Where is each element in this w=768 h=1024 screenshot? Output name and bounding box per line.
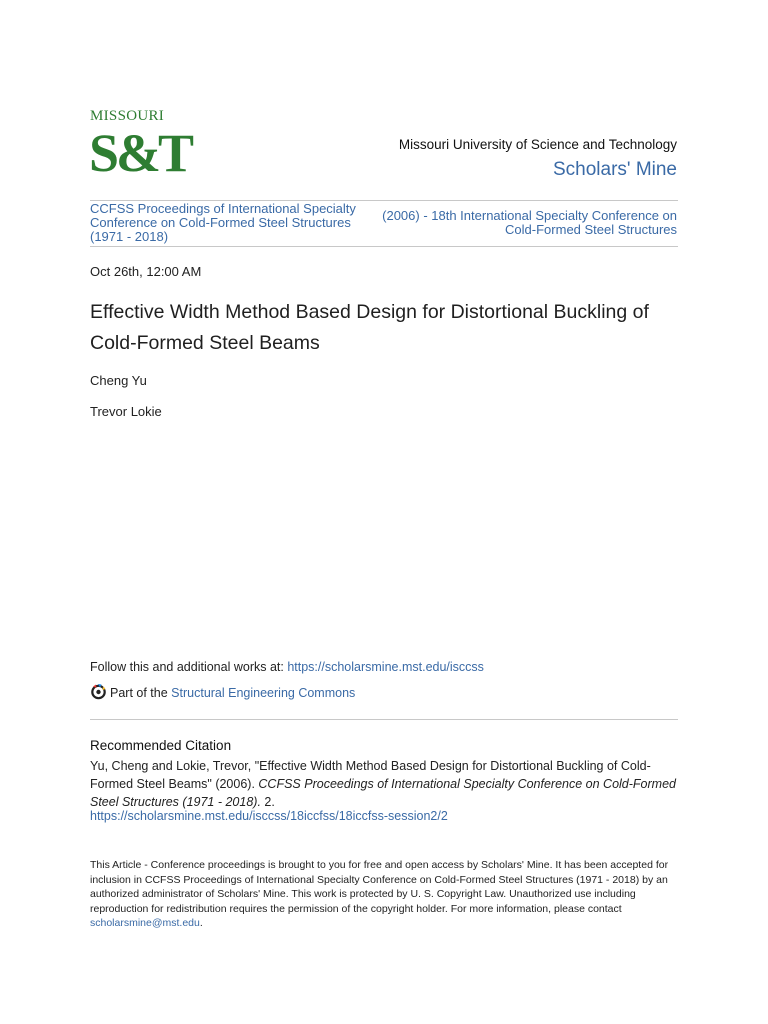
citation-italic: CCFSS Proceedings of International Specialty Conference on Cold-Formed Steel Structures (1971 - 2018). (90, 777, 676, 809)
author-name: Cheng Yu (90, 373, 147, 388)
contact-email-link[interactable]: scholarsmine@mst.edu (90, 917, 200, 930)
notice-text: This Article - Conference proceedings is brought to you for free and open access by Scholars' Mine. It has been accepted for inclusion in CCFSS Proceedings of International Specialty Conference on Cold-Formed Steel Structures (1971 - 2018) by an authorized administrator of Scholars' Mine. This work is protected by U. S. Copyright Law. Unauthorized use including reproduction for redistribution requires the permission of the copyright holder. For more information, please contact (90, 859, 669, 915)
paper-title: Effective Width Method Based Design for Distortional Buckling of Cold-Formed Steel Beams (90, 301, 649, 354)
breadcrumb-event-link[interactable]: (2006) - 18th International Specialty Conference on Cold-Formed Steel Structures (382, 208, 677, 237)
logo-missouri-text: MISSOURI (90, 108, 165, 124)
author-name: Trevor Lokie (90, 404, 162, 419)
follow-url-link[interactable]: https://scholarsmine.mst.edu/isccss (287, 660, 484, 674)
part-of-line (90, 683, 355, 703)
follow-label: Follow this and additional works at: (90, 660, 288, 674)
missouri-st-logo (89, 108, 192, 184)
logo-st-text: S&T (89, 123, 192, 183)
divider-breadcrumb (90, 246, 678, 247)
scholars-mine-link[interactable]: Scholars' Mine (552, 159, 677, 180)
university-name: Missouri University of Science and Technology (398, 137, 677, 152)
divider-citation (90, 719, 678, 720)
structural-engineering-commons-link[interactable]: Structural Engineering Commons (171, 686, 356, 700)
event-date: Oct 26th, 12:00 AM (90, 264, 202, 279)
notice-end: . (199, 917, 203, 930)
follow-line (90, 660, 484, 674)
citation-url-link[interactable]: https://scholarsmine.mst.edu/isccss/18iccfss/18iccfss-session2/2 (90, 809, 448, 823)
open-access-icon (90, 683, 110, 703)
breadcrumb-collection-link[interactable]: CCFSS Proceedings of International Specialty Conference on Cold-Formed Steel Structures (1971 - 2018) (90, 201, 356, 244)
copyright-notice (90, 858, 680, 931)
citation-number: 2. (260, 795, 275, 809)
part-of-label: Part of the (110, 686, 168, 700)
citation-text (90, 757, 680, 811)
recommended-citation-heading: Recommended Citation (90, 738, 232, 753)
citation-plain: Yu, Cheng and Lokie, Trevor, "Effective Width Method Based Design for Distortional Buckling of Cold-Formed Steel Beams" (2006). (90, 759, 651, 791)
